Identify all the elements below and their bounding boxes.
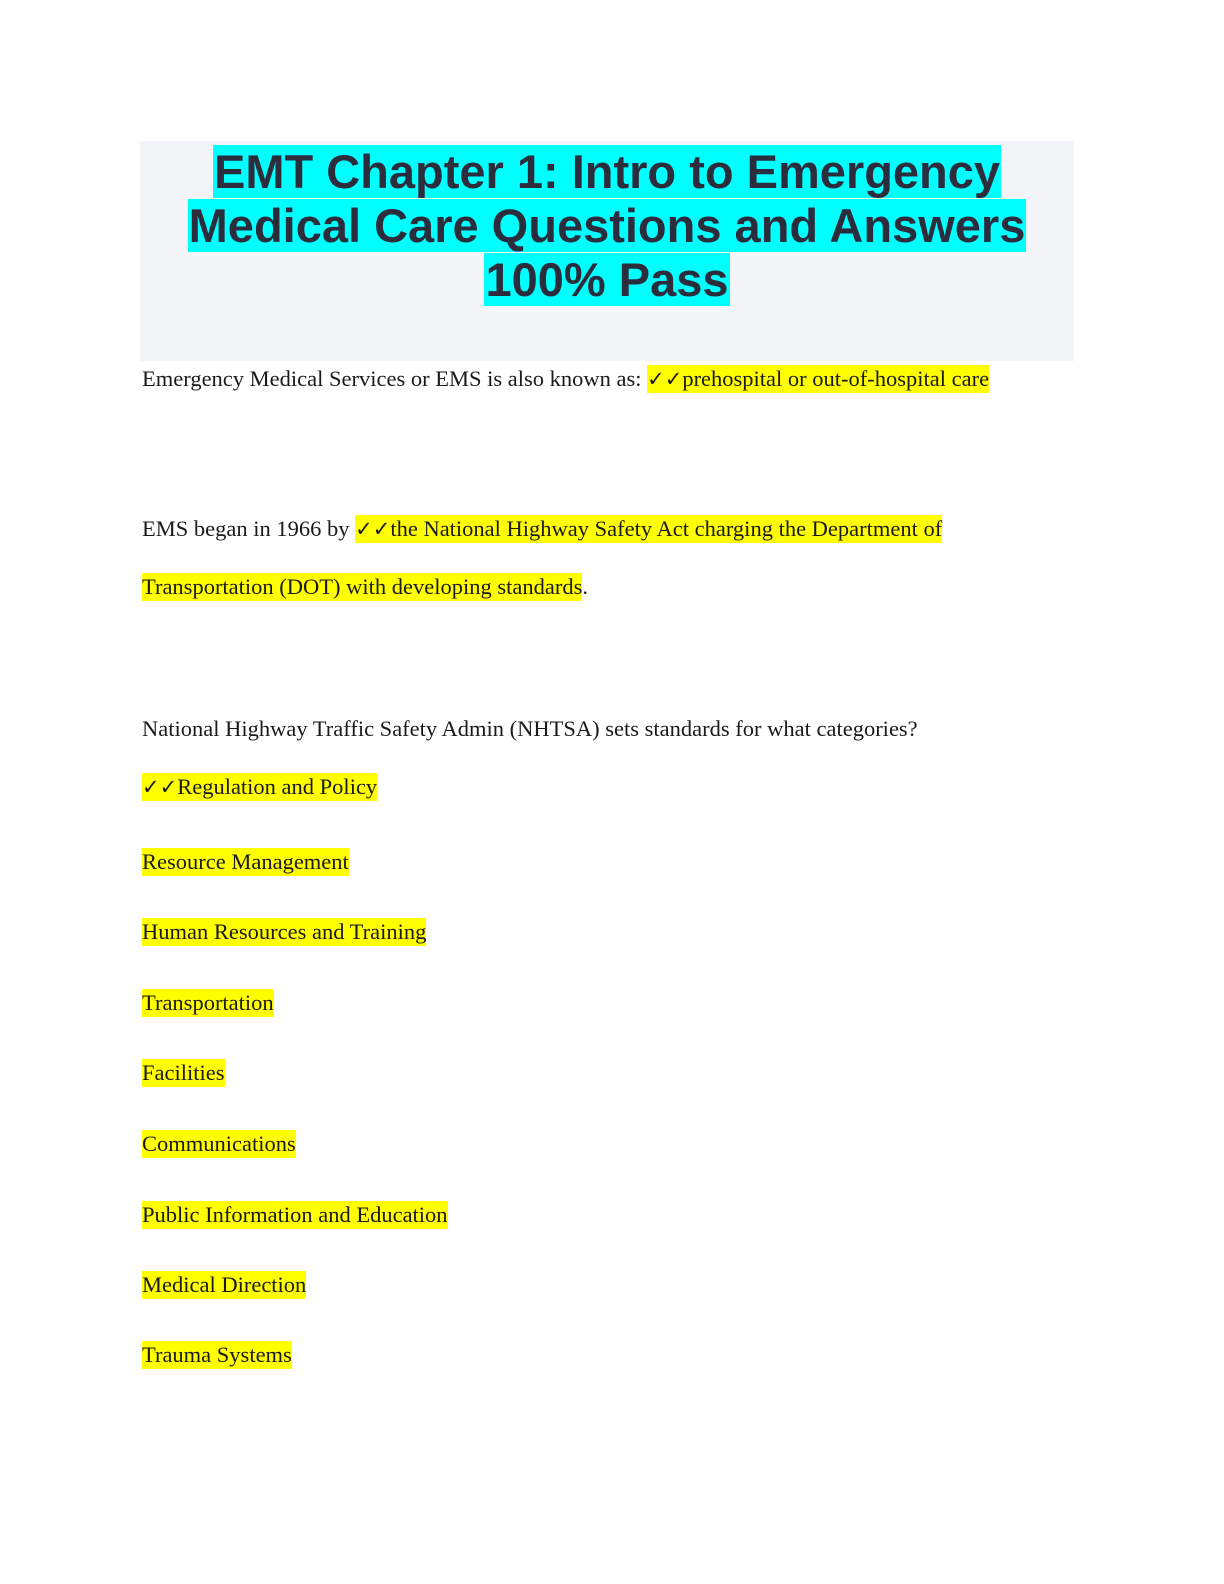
answer-3-item-1-text: Regulation and Policy (177, 774, 378, 799)
answer-2-line-2: Transportation (DOT) with developing standards (142, 574, 583, 599)
answer-3-item (142, 1340, 292, 1370)
answer-3-item (142, 1129, 296, 1159)
document-title (140, 141, 1074, 307)
answer-1 (647, 365, 989, 393)
qa-item-2-cont (142, 572, 588, 602)
answer-3-item (142, 1058, 225, 1088)
title-line-1: EMT Chapter 1: Intro to Emergency (213, 145, 1001, 198)
answer-3-item-6: Communications (142, 1131, 296, 1156)
answer-3-item (142, 847, 349, 877)
answer-2-line-1 (355, 515, 942, 543)
question-2: EMS began in 1966 by (142, 516, 356, 541)
check-icon: ✓✓ (355, 517, 391, 541)
answer-3-item-7: Public Information and Education (142, 1202, 448, 1227)
answer-3-item-2: Resource Management (142, 849, 349, 874)
check-icon: ✓✓ (142, 775, 178, 799)
qa-item-2 (142, 514, 942, 544)
title-banner (140, 141, 1074, 361)
answer-3-item (142, 1200, 448, 1230)
answer-3-item (142, 917, 426, 947)
check-icon: ✓✓ (647, 367, 683, 391)
question-1: Emergency Medical Services or EMS is also known as: (142, 366, 648, 391)
answer-3-item-3: Human Resources and Training (142, 919, 427, 944)
qa-item-1 (142, 364, 989, 394)
answer-3-item-8: Medical Direction (142, 1272, 307, 1297)
answer-3-item-5: Facilities (142, 1060, 225, 1085)
title-line-2: Medical Care Questions and Answers (188, 199, 1026, 252)
answer-2-trailing: . (582, 574, 588, 599)
answer-3-item (142, 1270, 306, 1300)
answer-3-item-4: Transportation (142, 990, 274, 1015)
answer-3-item-1 (142, 773, 377, 801)
answer-3-item (142, 988, 274, 1018)
answer-2-line-1-text: the National Highway Safety Act charging the Department of (390, 516, 943, 541)
answer-3-item-9: Trauma Systems (142, 1342, 292, 1367)
question-3: National Highway Traffic Safety Admin (NHTSA) sets standards for what categories? (142, 716, 918, 741)
answer-1-text: prehospital or out-of-hospital care (682, 366, 990, 391)
answer-3-item (142, 772, 377, 802)
title-line-3: 100% Pass (485, 253, 729, 306)
